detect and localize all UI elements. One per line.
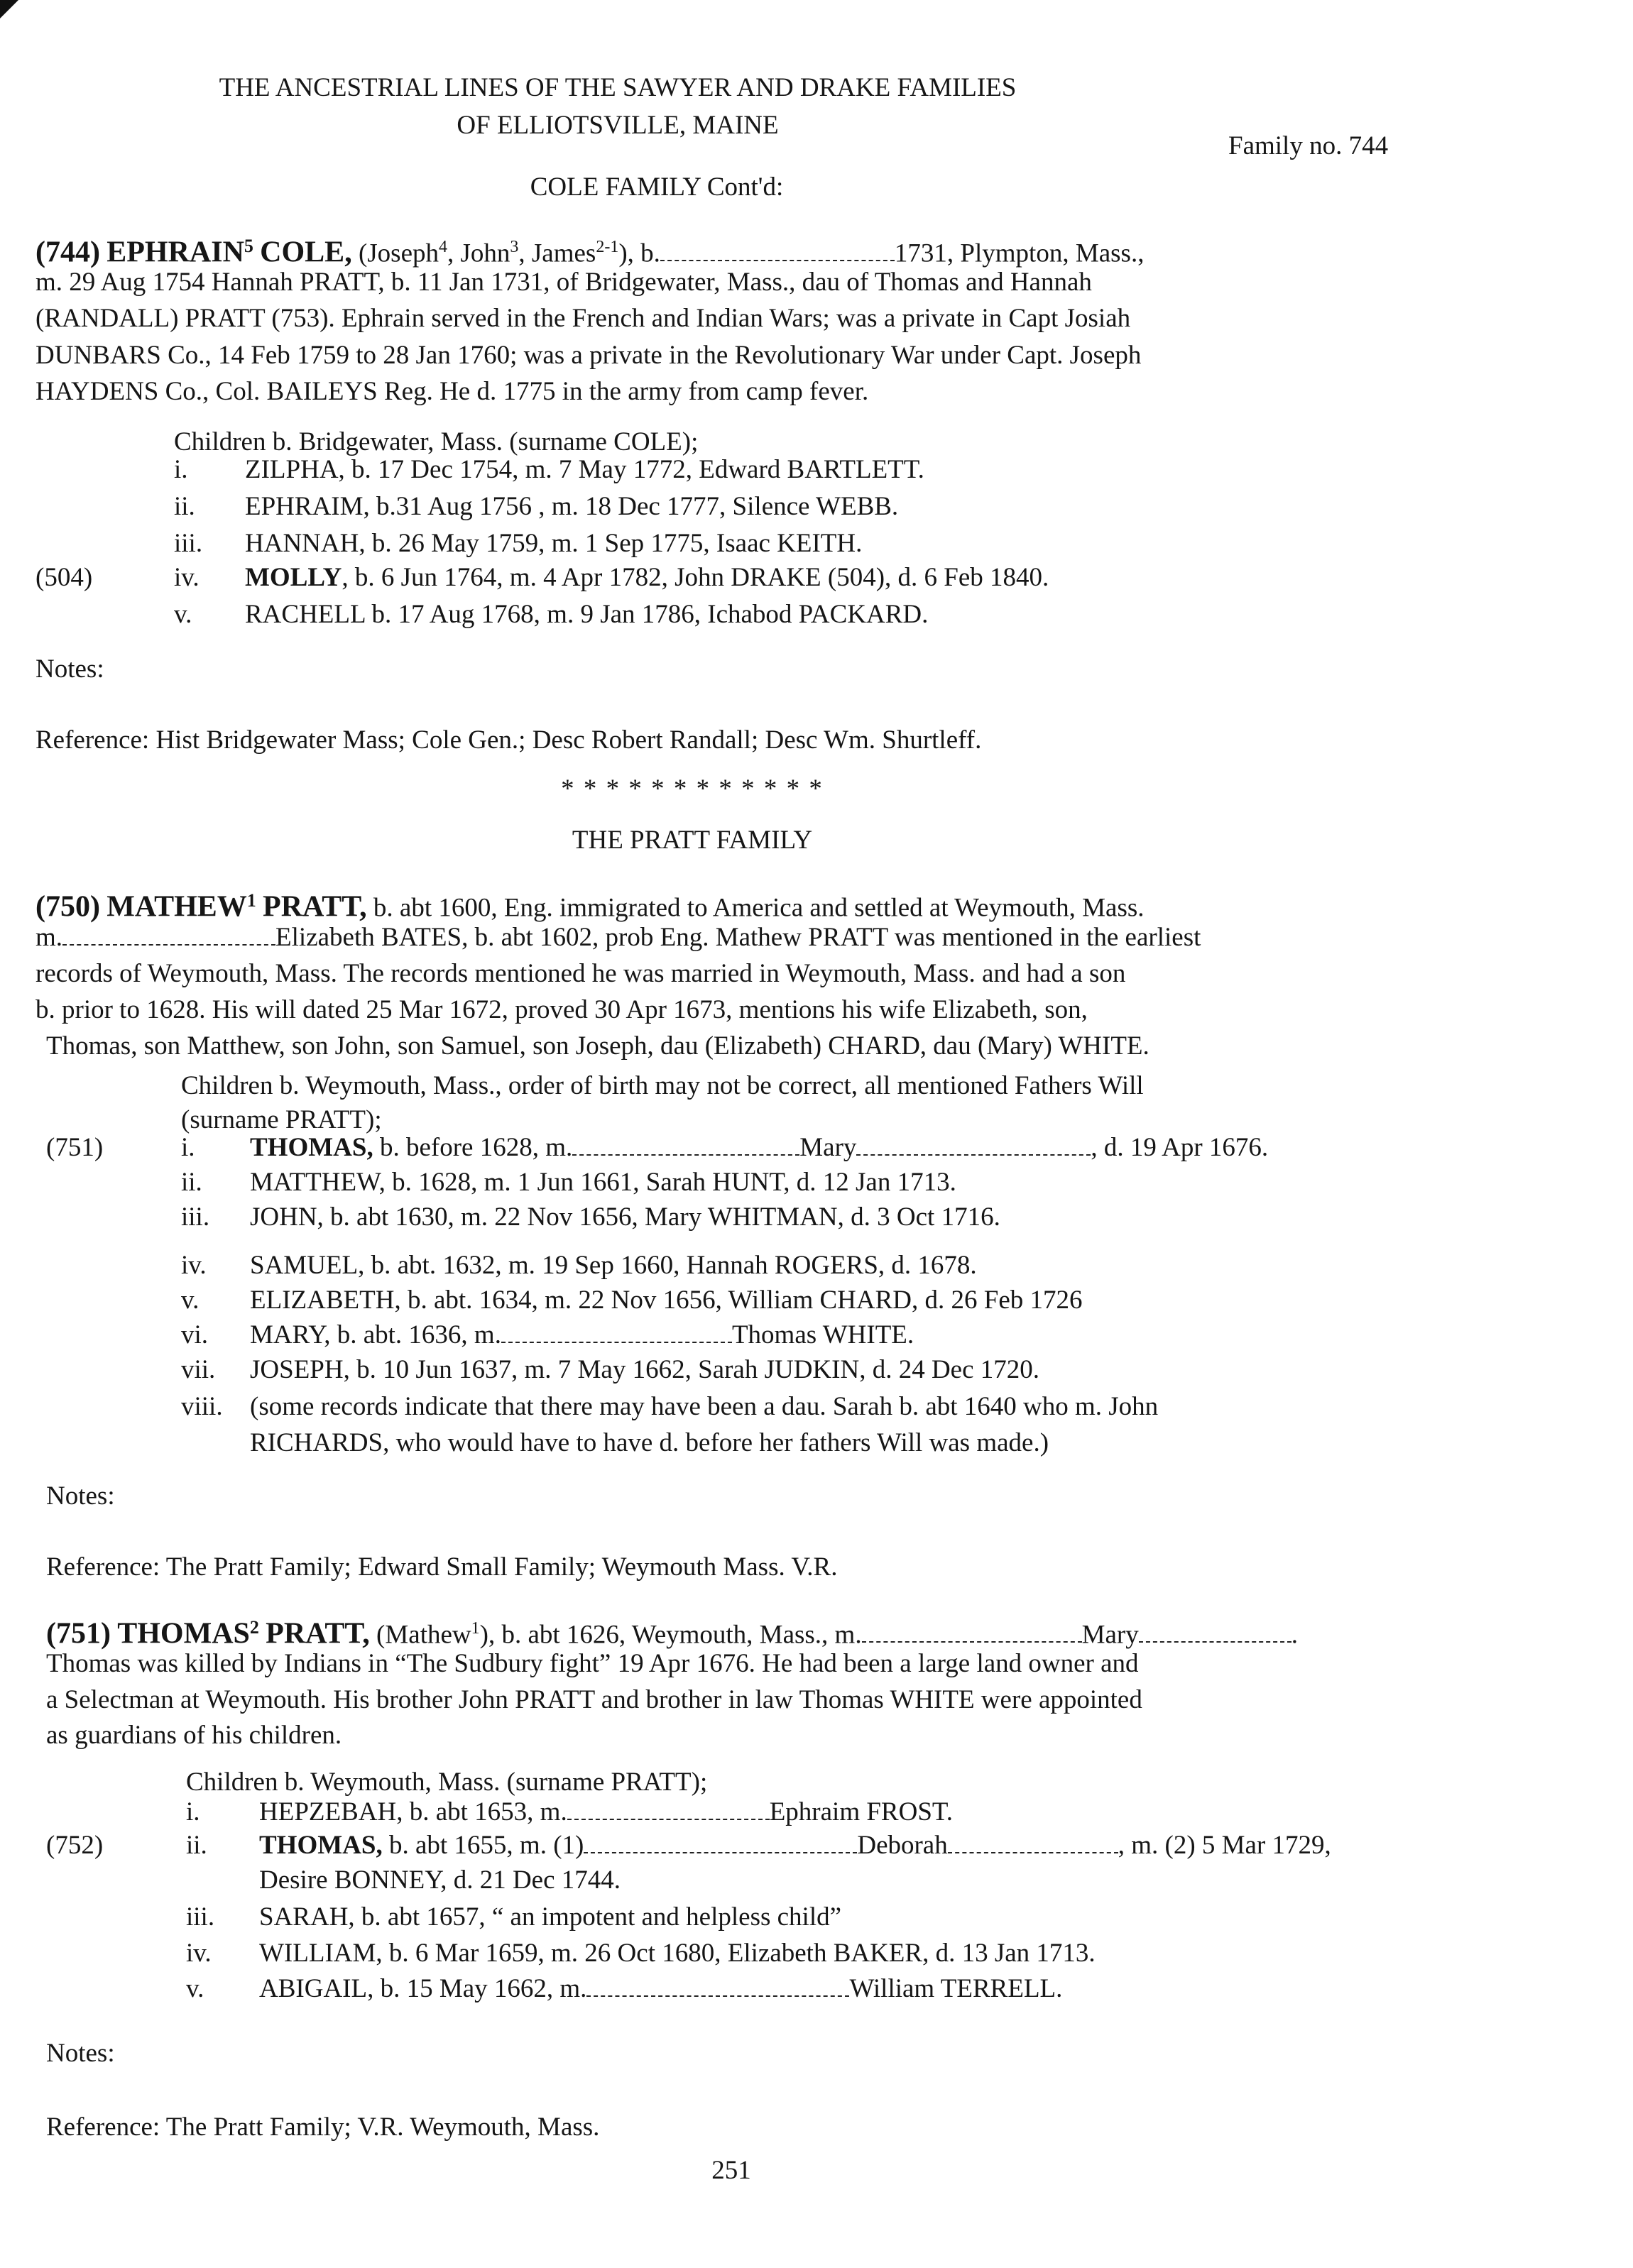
notes-label: Notes:: [46, 1481, 115, 1511]
child-text: WILLIAM, b. 6 Mar 1659, m. 26 Oct 1680, Elizabeth BAKER, d. 13 Jan 1713.: [259, 1939, 1096, 1968]
entry-text: m.: [36, 923, 63, 952]
notes-label: Notes:: [46, 2039, 115, 2068]
section-heading: COLE FAMILY Cont'd:: [530, 172, 784, 202]
reference-line: Reference: Hist Bridgewater Mass; Cole Gen.; Desc Robert Randall; Desc Wm. Shurtleff.: [36, 725, 982, 755]
blank-line: [948, 1852, 1118, 1853]
parent-gen: 2-1: [596, 238, 619, 256]
child-name: EPHRAIM: [245, 492, 364, 521]
children-intro: Children b. Weymouth, Mass., order of birth may not be correct, all mentioned Fathers Will: [181, 1071, 1144, 1100]
child-text: ABIGAIL, b. 15 May 1662, m.: [259, 1974, 587, 2003]
person-surname: PRATT,: [263, 890, 367, 924]
child-text: , b. 6 Jun 1764, m. 4 Apr 1782, John DRAKE (504), d. 6 Feb 1840.: [342, 563, 1049, 592]
generation-number: 2: [249, 1617, 259, 1638]
generation-number: 5: [244, 236, 253, 256]
blank-line: [660, 260, 895, 261]
notes-label: Notes:: [36, 654, 104, 684]
blank-line: [586, 1995, 849, 1997]
child-text: b. before 1628, m.: [373, 1133, 573, 1162]
entry-number: (750): [36, 890, 100, 924]
blank-line: [567, 1819, 770, 1820]
entry-744-line: m. 29 Aug 1754 Hannah PRATT, b. 11 Jan 1731, of Bridgewater, Mass., dau of Thomas and Hannah: [36, 268, 1092, 297]
entry-744-line: (RANDALL) PRATT (753). Ephrain served in the French and Indian Wars; was a private in Capt Josiah: [36, 304, 1131, 333]
child-numeral: iv.: [186, 1939, 212, 1968]
entry-text: ), b. abt 1626, Weymouth, Mass., m.: [479, 1620, 862, 1650]
pratt-family-heading: THE PRATT FAMILY: [572, 826, 813, 855]
child-numeral: v.: [186, 1974, 204, 2003]
generation-number: 1: [246, 890, 256, 911]
blank-line: [62, 944, 275, 946]
child-numeral: vii.: [181, 1355, 216, 1384]
child-name: RACHELL: [245, 600, 366, 629]
child-name: HANNAH: [245, 529, 359, 558]
child-numeral: vi.: [181, 1320, 209, 1349]
entry-751-line: a Selectman at Weymouth. His brother John PRATT and brother in law Thomas WHITE were appointed: [46, 1685, 1142, 1714]
parent-text: , John: [447, 239, 510, 268]
child-numeral: v.: [181, 1286, 200, 1315]
child-text: , b. 26 May 1759, m. 1 Sep 1775, Isaac KEITH.: [359, 529, 863, 558]
cross-ref: (751): [46, 1133, 104, 1162]
entry-751-line: Thomas was killed by Indians in “The Sudbury fight” 19 Apr 1676. He had been a large land owner and: [46, 1649, 1139, 1678]
children-intro: Children b. Weymouth, Mass. (surname PRATT);: [186, 1768, 708, 1797]
entry-744-line: HAYDENS Co., Col. BAILEYS Reg. He d. 1775 in the army from camp fever.: [36, 377, 869, 406]
parent-text: (Mathew: [369, 1620, 471, 1650]
person-surname: COLE,: [260, 236, 352, 269]
child-text: b. 17 Aug 1768, m. 9 Jan 1786, Ichabod PACKARD.: [365, 600, 929, 629]
person-name: MATHEW: [106, 890, 247, 924]
child-name: MOLLY: [245, 563, 342, 592]
entry-number: (751): [46, 1617, 111, 1650]
child-text: , m. (2) 5 Mar 1729,: [1118, 1831, 1331, 1860]
child-numeral: iii.: [186, 1902, 215, 1932]
child-text: SAMUEL, b. abt. 1632, m. 19 Sep 1660, Hannah ROGERS, d. 1678.: [250, 1251, 977, 1280]
parent-gen: 3: [510, 238, 519, 256]
child-numeral: iv.: [174, 563, 200, 592]
entry-text: Mary: [1081, 1620, 1139, 1650]
child-text: MATTHEW, b. 1628, m. 1 Jun 1661, Sarah HUNT, d. 12 Jan 1713.: [250, 1168, 956, 1197]
child-text: MARY, b. abt. 1636, m.: [250, 1320, 501, 1349]
child-numeral: iii.: [181, 1203, 210, 1232]
parent-gen: 1: [471, 1619, 480, 1638]
person-surname: PRATT,: [266, 1617, 370, 1650]
child-text: (some records indicate that there may have been a dau. Sarah b. abt 1640 who m. John: [250, 1392, 1159, 1421]
reference-line: Reference: The Pratt Family; Edward Small Family; Weymouth Mass. V.R.: [46, 1552, 838, 1582]
child-numeral: v.: [174, 600, 192, 629]
entry-text: b. abt 1600, Eng. immigrated to America and settled at Weymouth, Mass.: [366, 893, 1145, 923]
blank-line: [572, 1154, 799, 1156]
child-text: William TERRELL.: [849, 1974, 1063, 2003]
entry-text: Elizabeth BATES, b. abt 1602, prob Eng. Mathew PRATT was mentioned in the earliest: [275, 923, 1201, 952]
child-numeral: ii.: [186, 1831, 207, 1860]
child-text: ELIZABETH, b. abt. 1634, m. 22 Nov 1656, William CHARD, d. 26 Feb 1726: [250, 1286, 1083, 1315]
child-text: Ephraim FROST.: [769, 1797, 954, 1826]
parent-gen: 4: [439, 238, 447, 256]
separator-stars: * * * * * * * * * * * *: [561, 774, 824, 804]
child-text: , d. 19 Apr 1676.: [1091, 1133, 1269, 1162]
title-line-2: OF ELLIOTSVILLE, MAINE: [457, 111, 779, 140]
entry-750-line: Thomas, son Matthew, son John, son Samuel, son Joseph, dau (Elizabeth) CHARD, dau (Mary) WHITE.: [46, 1031, 1149, 1061]
child-text: Thomas WHITE.: [731, 1320, 914, 1349]
child-numeral: i.: [186, 1797, 200, 1826]
birth-text: 1731, Plympton, Mass.,: [894, 239, 1145, 268]
blank-line: [1139, 1641, 1291, 1643]
child-text: , b.31 Aug 1756 , m. 18 Dec 1777, Silence WEBB.: [363, 492, 899, 521]
child-text: HEPZEBAH, b. abt 1653, m.: [259, 1797, 567, 1826]
child-numeral: ii.: [174, 492, 195, 521]
child-numeral: i.: [174, 455, 188, 484]
person-name: THOMAS: [117, 1617, 250, 1650]
child-name: THOMAS,: [250, 1133, 373, 1162]
entry-text: .: [1291, 1620, 1298, 1650]
child-text: , b. 17 Dec 1754, m. 7 May 1772, Edward BARTLETT.: [338, 455, 924, 484]
child-numeral: ii.: [181, 1168, 202, 1197]
cross-ref: (504): [36, 563, 93, 592]
children-intro: Children b. Bridgewater, Mass. (surname COLE);: [174, 427, 699, 456]
entry-750-line: b. prior to 1628. His will dated 25 Mar 1672, proved 30 Apr 1673, mentions his wife Elizabeth, son,: [36, 995, 1088, 1024]
child-name: ZILPHA: [245, 455, 339, 484]
child-numeral: viii.: [181, 1392, 223, 1421]
cross-ref: (752): [46, 1831, 104, 1860]
child-text: JOSEPH, b. 10 Jun 1637, m. 7 May 1662, Sarah JUDKIN, d. 24 Dec 1720.: [250, 1355, 1040, 1384]
child-row-continuation: RICHARDS, who would have to have d. before her fathers Will was made.): [250, 1428, 1049, 1457]
child-text: Mary: [799, 1133, 857, 1162]
child-numeral: iii.: [174, 529, 203, 558]
child-text: Deborah: [857, 1831, 948, 1860]
blank-line: [501, 1342, 732, 1343]
blank-line: [856, 1154, 1091, 1156]
person-name: EPHRAIN: [106, 236, 244, 269]
child-name: THOMAS,: [259, 1831, 383, 1860]
entry-751-line: as guardians of his children.: [46, 1721, 342, 1750]
reference-line: Reference: The Pratt Family; V.R. Weymouth, Mass.: [46, 2113, 600, 2142]
family-number: Family no. 744: [1228, 131, 1389, 160]
child-text: JOHN, b. abt 1630, m. 22 Nov 1656, Mary WHITMAN, d. 3 Oct 1716.: [250, 1203, 1000, 1232]
entry-number: (744): [36, 236, 100, 269]
child-numeral: iv.: [181, 1251, 207, 1280]
blank-line: [584, 1852, 857, 1853]
entry-750-marriage-line: [36, 920, 1201, 955]
child-numeral: i.: [181, 1133, 195, 1162]
entry-744-line: DUNBARS Co., 14 Feb 1759 to 28 Jan 1760; was a private in the Revolutionary War under Capt. Joseph: [36, 341, 1142, 370]
child-text: b. abt 1655, m. (1): [382, 1831, 584, 1860]
parent-text: , James: [518, 239, 596, 268]
child-row-continuation: Desire BONNEY, d. 21 Dec 1744.: [259, 1866, 621, 1895]
child-text: SARAH, b. abt 1657, “ an impotent and helpless child”: [259, 1902, 842, 1932]
parent-text: ), b.: [618, 239, 660, 268]
scan-corner-mark: [0, 0, 18, 18]
title-line-1: THE ANCESTRIAL LINES OF THE SAWYER AND DRAKE FAMILIES: [219, 73, 1017, 102]
parent-text: (Joseph: [358, 239, 439, 268]
blank-line: [862, 1641, 1082, 1643]
entry-750-line: records of Weymouth, Mass. The records mentioned he was married in Weymouth, Mass. and had a son: [36, 959, 1126, 988]
page-number: 251: [711, 2156, 751, 2185]
children-intro: (surname PRATT);: [181, 1105, 382, 1134]
